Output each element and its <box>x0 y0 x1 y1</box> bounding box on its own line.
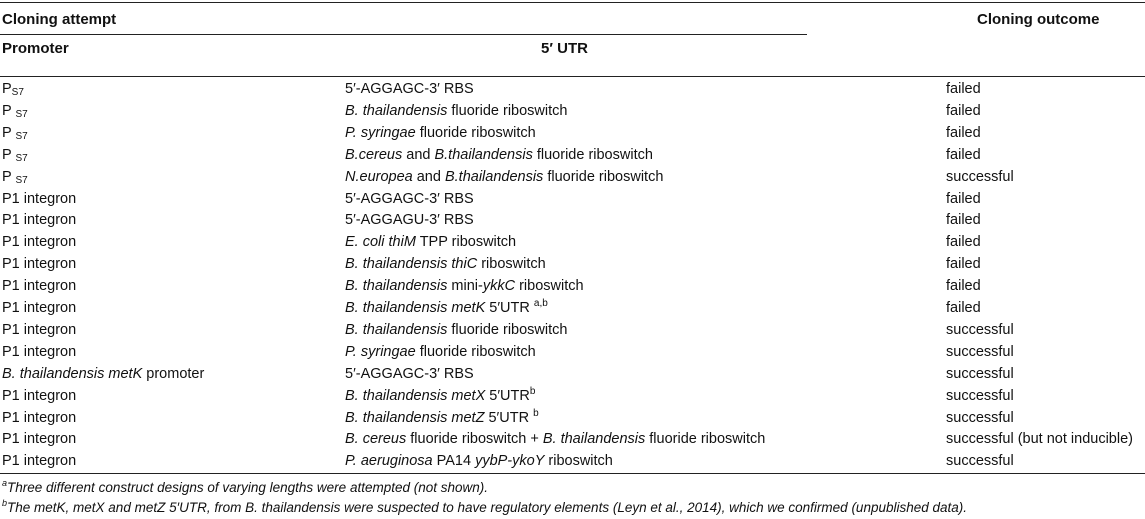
italic-text: P. syringae <box>345 124 416 141</box>
header-promoter: Promoter <box>2 40 69 57</box>
italic-text: B. thailandensis thiC <box>345 256 478 273</box>
italic-text: ykkC <box>482 278 516 295</box>
text-segment: P <box>2 168 16 185</box>
footnote-a <box>2 480 488 495</box>
text-segment: 5′UTR <box>485 300 534 316</box>
italic-text: B. thailandensis <box>345 278 448 295</box>
text-segment: P1 integron <box>2 234 77 251</box>
promoter-cell <box>2 79 24 101</box>
table-row <box>0 429 1145 451</box>
utr-cell <box>345 145 653 167</box>
text-segment: PA14 <box>432 453 476 470</box>
promoter-cell <box>2 364 204 386</box>
outcome-cell: successful <box>946 409 1014 426</box>
promoter-cell <box>2 298 76 320</box>
text-segment: P1 integron <box>2 278 77 295</box>
text-segment: P1 integron <box>2 190 77 207</box>
footnote-b <box>2 500 967 515</box>
promoter-cell <box>2 145 28 167</box>
table-row <box>0 232 1145 254</box>
italic-text: B. thailandensis <box>542 431 646 448</box>
promoter-cell <box>2 167 28 189</box>
table-row <box>0 451 1145 473</box>
text-segment: 5′-AGGAGU-3′ RBS <box>345 212 474 229</box>
utr-cell <box>345 429 765 451</box>
text-segment: P1 integron <box>2 212 77 229</box>
text-segment: 5′UTR <box>484 409 534 426</box>
italic-text: B.thailandensis <box>434 146 533 163</box>
italic-text: B. thailandensis <box>345 102 448 119</box>
table-row <box>0 276 1145 298</box>
header-cloning-attempt: Cloning attempt <box>2 11 117 28</box>
outcome-cell: successful <box>946 387 1014 404</box>
text-segment: P <box>2 146 16 163</box>
table-row <box>0 408 1145 430</box>
utr-cell <box>345 451 613 473</box>
outcome-cell: successful <box>946 343 1014 360</box>
top-rule <box>0 2 1145 3</box>
superscript-text: b <box>533 407 539 419</box>
table-row <box>0 101 1145 123</box>
text-segment: fluoride riboswitch <box>543 168 664 185</box>
utr-cell <box>345 320 567 342</box>
text-segment: P1 integron <box>2 343 77 360</box>
bottom-rule <box>0 473 1145 474</box>
outcome-cell: successful <box>946 168 1014 185</box>
text-segment: 5′-AGGAGC-3′ RBS <box>345 81 474 97</box>
utr-cell <box>345 189 474 211</box>
italic-text: yybP-ykoY <box>475 453 545 470</box>
text-segment: P1 integron <box>2 409 77 426</box>
text-segment: fluoride riboswitch <box>532 146 653 163</box>
group-rule <box>0 34 807 35</box>
utr-cell <box>345 408 539 430</box>
outcome-cell: failed <box>946 300 981 316</box>
italic-text: P. aeruginosa <box>345 453 433 470</box>
header-cloning-outcome: Cloning outcome <box>977 11 1100 28</box>
outcome-cell: failed <box>946 81 981 97</box>
table-row <box>0 79 1145 101</box>
subscript-text: S7 <box>15 130 28 142</box>
table-row <box>0 254 1145 276</box>
subscript-text: S7 <box>15 108 28 120</box>
text-segment: fluoride riboswitch <box>415 343 536 360</box>
superscript-text: a,b <box>533 298 548 309</box>
promoter-cell <box>2 276 76 298</box>
table-row <box>0 298 1145 320</box>
utr-cell <box>345 364 474 386</box>
subscript-text: S7 <box>15 152 28 164</box>
outcome-cell: successful <box>946 453 1014 470</box>
outcome-cell: successful <box>946 321 1014 338</box>
text-segment: fluoride riboswitch <box>447 102 568 119</box>
table-row <box>0 320 1145 342</box>
text-segment: P1 integron <box>2 387 77 404</box>
italic-text: N.europea <box>345 168 413 185</box>
text-segment: riboswitch <box>515 278 584 295</box>
utr-cell <box>345 79 474 101</box>
utr-cell <box>345 298 548 320</box>
utr-cell <box>345 101 567 123</box>
promoter-cell <box>2 123 28 145</box>
text-segment: P1 integron <box>2 321 77 338</box>
header-utr: 5′ UTR <box>541 40 588 57</box>
text-segment: 5′-AGGAGC-3′ RBS <box>345 365 474 382</box>
promoter-cell <box>2 320 76 342</box>
promoter-cell <box>2 189 76 211</box>
promoter-cell <box>2 386 76 408</box>
text-segment: P <box>2 124 16 141</box>
text-segment: fluoride riboswitch <box>447 321 568 338</box>
text-segment: P1 integron <box>2 256 77 273</box>
italic-text: B. thailandensis metK <box>345 300 486 316</box>
superscript-text: b <box>529 385 536 397</box>
subscript-text: S7 <box>11 87 24 98</box>
table-row <box>0 167 1145 189</box>
outcome-cell: failed <box>946 256 981 273</box>
italic-text: E. coli thiM <box>345 234 416 251</box>
text-segment: fluoride riboswitch <box>415 124 536 141</box>
header-rule <box>0 76 1145 77</box>
outcome-cell: successful (but not inducible) <box>946 431 1133 448</box>
text-segment: fluoride riboswitch <box>645 431 766 448</box>
outcome-cell: failed <box>946 212 981 229</box>
text-segment: mini- <box>447 278 483 295</box>
subscript-text: S7 <box>15 174 28 186</box>
promoter-cell <box>2 451 76 473</box>
italic-text: B. thailandensis metK <box>2 365 143 382</box>
text-segment: P1 integron <box>2 453 77 470</box>
footnote-mark: b <box>2 498 8 508</box>
text-segment: TPP riboswitch <box>415 234 517 251</box>
outcome-cell: successful <box>946 365 1014 382</box>
text-segment: fluoride riboswitch + <box>406 431 543 448</box>
promoter-cell <box>2 254 76 276</box>
text-segment: P <box>2 81 12 97</box>
table-row <box>0 145 1145 167</box>
table-row <box>0 123 1145 145</box>
promoter-cell <box>2 429 76 451</box>
outcome-cell: failed <box>946 190 981 207</box>
italic-text: B. thailandensis metZ <box>345 409 485 426</box>
text-segment: and <box>412 168 445 185</box>
promoter-cell <box>2 101 28 123</box>
italic-text: B. thailandensis <box>345 321 448 338</box>
text-segment: P <box>2 102 16 119</box>
text-segment: and <box>402 146 435 163</box>
outcome-cell: failed <box>946 102 981 119</box>
table-row <box>0 386 1145 408</box>
utr-cell <box>345 210 474 232</box>
outcome-cell: failed <box>946 124 981 141</box>
footnote-mark: a <box>2 478 8 488</box>
table-row <box>0 364 1145 386</box>
text-segment: 5′UTR <box>485 387 530 404</box>
utr-cell <box>345 123 536 145</box>
italic-text: B.thailandensis <box>444 168 544 185</box>
italic-text: B. cereus <box>345 431 407 448</box>
utr-cell <box>345 276 584 298</box>
utr-cell <box>345 342 536 364</box>
text-segment: promoter <box>142 365 205 382</box>
italic-text: B.cereus <box>345 146 403 163</box>
utr-cell <box>345 232 516 254</box>
text-segment: 5′-AGGAGC-3′ RBS <box>345 190 474 207</box>
promoter-cell <box>2 408 76 430</box>
utr-cell <box>345 167 663 189</box>
table-row <box>0 210 1145 232</box>
outcome-cell: failed <box>946 234 981 251</box>
table-row <box>0 342 1145 364</box>
text-segment: riboswitch <box>544 453 613 470</box>
text-segment: riboswitch <box>477 256 546 273</box>
text-segment: P1 integron <box>2 300 77 316</box>
footnote-text: The metK, metX and metZ 5′UTR, from B. thailandensis were suspected to have regulatory elements (Leyn et al., 2014), which we confirmed (unpublished data). <box>7 500 968 515</box>
promoter-cell <box>2 232 76 254</box>
italic-text: B. thailandensis metX <box>345 387 486 404</box>
italic-text: P. syringae <box>345 343 416 360</box>
promoter-cell <box>2 210 76 232</box>
footnote-text: Three different construct designs of varying lengths were attempted (not shown). <box>7 480 489 495</box>
utr-cell <box>345 386 535 408</box>
promoter-cell <box>2 342 76 364</box>
outcome-cell: failed <box>946 146 981 163</box>
text-segment: P1 integron <box>2 431 77 448</box>
utr-cell <box>345 254 546 276</box>
table-row <box>0 189 1145 211</box>
outcome-cell: failed <box>946 278 981 295</box>
